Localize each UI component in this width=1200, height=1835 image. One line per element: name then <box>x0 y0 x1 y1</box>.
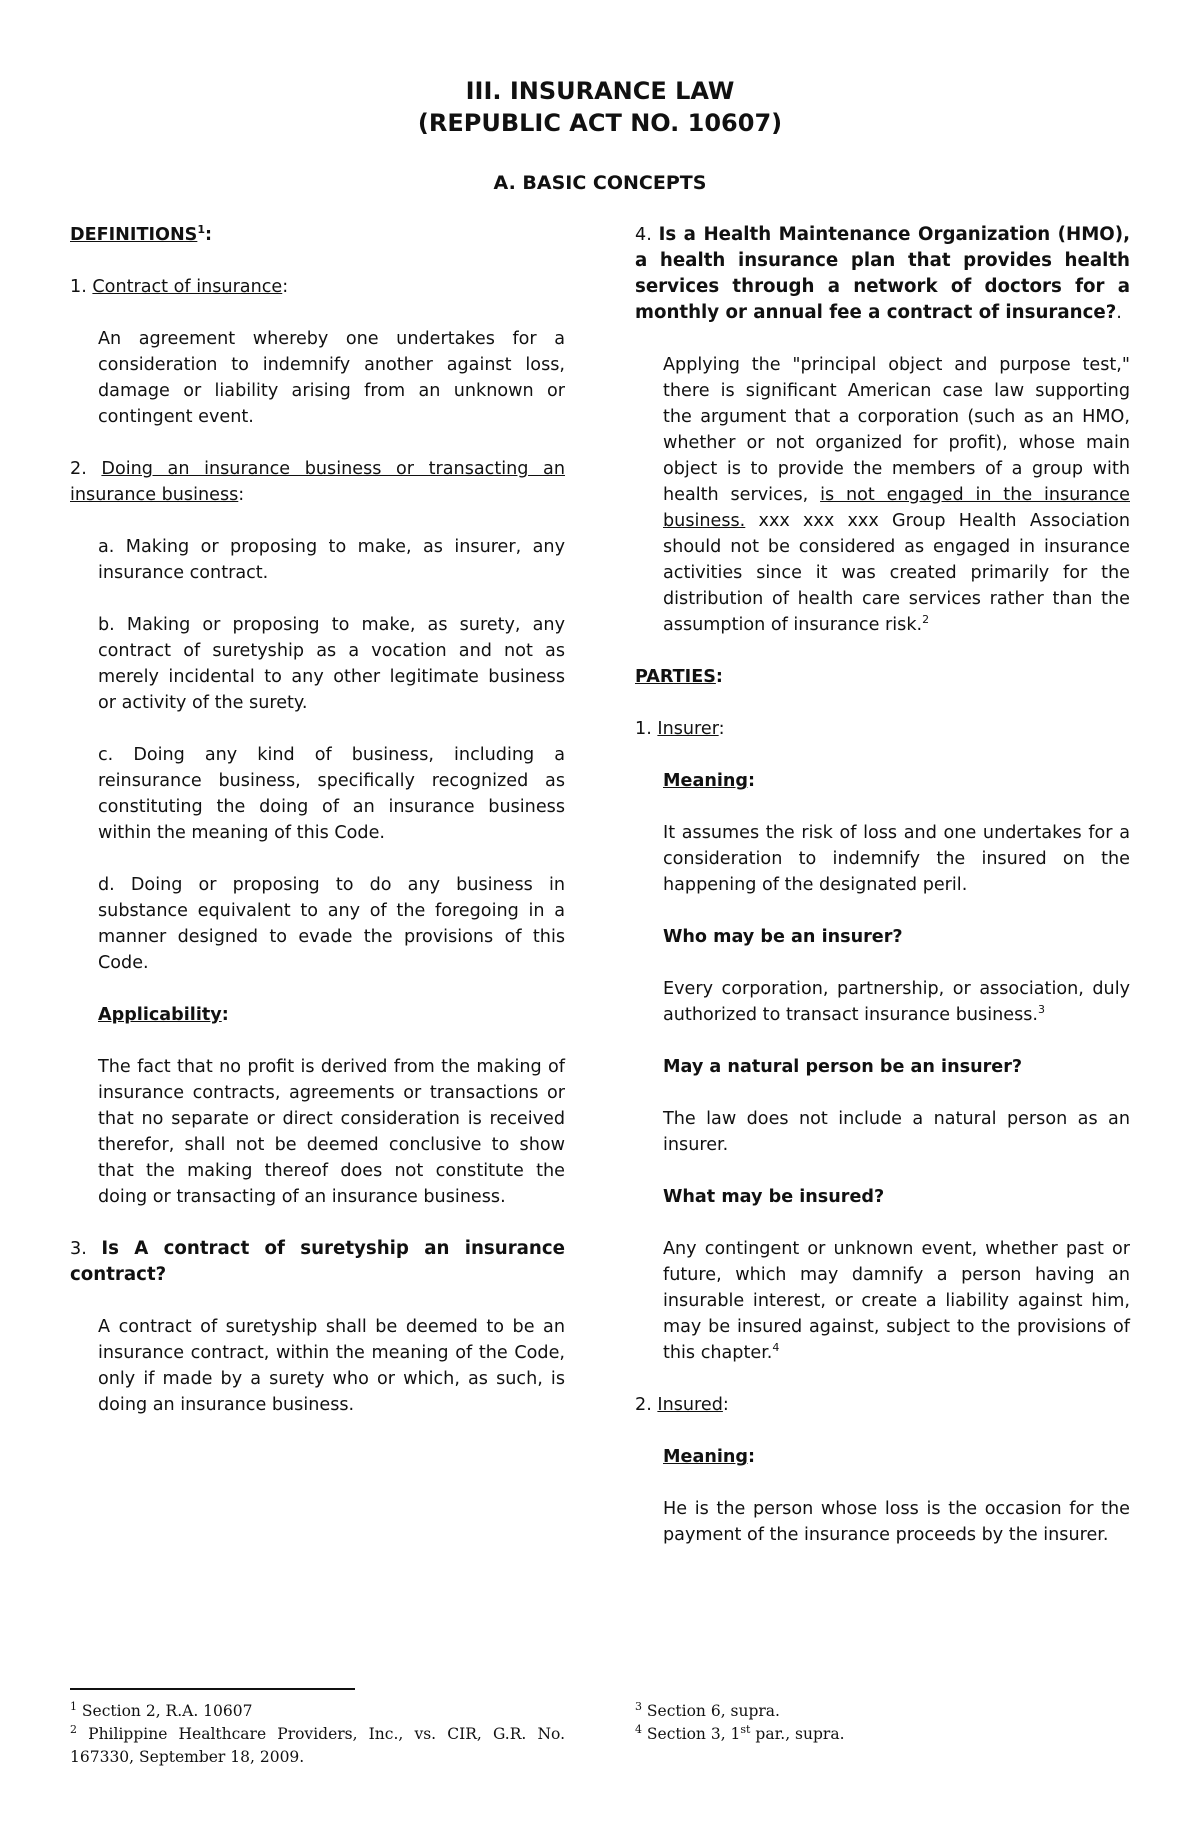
definitions-heading: DEFINITIONS$^1$: <box>70 223 213 245</box>
answer-what-insured: Any contingent or unknown event, whether past or future, which may damnify a person having an insurable interest, or create a liability against him, may be insured against, subject to the provisions of this chapter.$^4$ <box>663 1239 1130 1363</box>
footnotes-left <box>70 1700 565 1769</box>
answer-who-insurer: Every corporation, partnership, or association, duly authorized to transact insurance business.$^3$ <box>663 979 1130 1025</box>
insurer-meaning-heading: Meaning: <box>663 771 756 791</box>
footnote-3: $^3$ Section 6, supra. <box>635 1699 780 1720</box>
answer-3: A contract of suretyship shall be deemed to be an insurance contract, within the meaning of the Code, only if made by a surety who or which, as such, is doing an insurance business. <box>98 1317 565 1415</box>
left-column <box>70 222 565 1444</box>
footnote-4: $^4$ Section 3, 1st par., supra. <box>635 1722 845 1743</box>
footnote-1: $^1$ Section 2, R.A. 10607 <box>70 1699 253 1720</box>
question-who-insurer: Who may be an insurer? <box>663 927 903 947</box>
question-what-insured: What may be insured? <box>663 1187 885 1207</box>
footnote-divider <box>70 1688 355 1690</box>
footnotes-right <box>635 1700 1130 1746</box>
answer-natural-person: The law does not include a natural person as an insurer. <box>663 1109 1130 1155</box>
definition-1-heading: 1. Contract of insurance: <box>70 277 289 297</box>
insured-meaning-heading: Meaning: <box>663 1447 756 1467</box>
applicability-heading: Applicability: <box>98 1005 229 1025</box>
applicability-text: The fact that no profit is derived from the making of insurance contracts, agreements or transactions or that no separate or direct consideration is received therefor, shall not be deemed conclusive to show that the making thereof does not constitute the doing or transacting of an insurance business. <box>98 1057 565 1207</box>
right-column <box>635 222 1130 1574</box>
answer-4: Applying the "principal object and purpose test," there is significant American case law supporting the argument that a corporation (such as an HMO, whether or not organized for profit), whose main object is to provide the members of a group with health services, is not engaged in the insurance business. xxx xxx xxx Group Health Association should not be considered as engaged in insurance activities since it was created primarily for the distribution of health care services rather than the assumption of insurance risk.$^2$ <box>663 355 1130 635</box>
definition-2d: d. Doing or proposing to do any business in substance equivalent to any of the foregoing in a manner designed to evade the provisions of this Code. <box>98 875 565 973</box>
document-title: III. INSURANCE LAW <box>465 77 735 105</box>
definition-2-heading: 2. Doing an insurance business or transacting an insurance business: <box>70 459 565 505</box>
question-4: 4. Is a Health Maintenance Organization (HMO), a health insurance plan that provides health services through a network of doctors for a monthly or annual fee a contract of insurance?. <box>635 224 1130 323</box>
party-1-heading: 1. Insurer: <box>635 719 725 739</box>
definition-2b: b. Making or proposing to make, as surety, any contract of suretyship as a vocation and not as merely incidental to any other legitimate business or activity of the surety. <box>98 615 565 713</box>
question-3: 3. Is A contract of suretyship an insurance contract? <box>70 1238 565 1285</box>
party-2-heading: 2. Insured: <box>635 1395 729 1415</box>
question-natural-person: May a natural person be an insurer? <box>663 1057 1023 1077</box>
document-subtitle: (REPUBLIC ACT NO. 10607) <box>417 109 783 137</box>
parties-heading: PARTIES: <box>635 667 723 687</box>
footnote-2: $^2$ Philippine Healthcare Providers, Inc., vs. CIR, G.R. No. 167330, September 18, 2009. <box>70 1722 565 1766</box>
insured-meaning-text: He is the person whose loss is the occasion for the payment of the insurance proceeds by the insurer. <box>663 1499 1130 1545</box>
definition-1-text: An agreement whereby one undertakes for a consideration to indemnify another against loss, damage or liability arising from an unknown or contingent event. <box>98 329 565 427</box>
definition-2c: c. Doing any kind of business, including a reinsurance business, specifically recognized as constituting the doing of an insurance business within the meaning of this Code. <box>98 745 565 843</box>
definition-2a: a. Making or proposing to make, as insurer, any insurance contract. <box>98 537 565 583</box>
section-heading: A. BASIC CONCEPTS <box>493 172 707 194</box>
insurer-meaning-text: It assumes the risk of loss and one undertakes for a consideration to indemnify the insured on the happening of the designated peril. <box>663 823 1130 895</box>
